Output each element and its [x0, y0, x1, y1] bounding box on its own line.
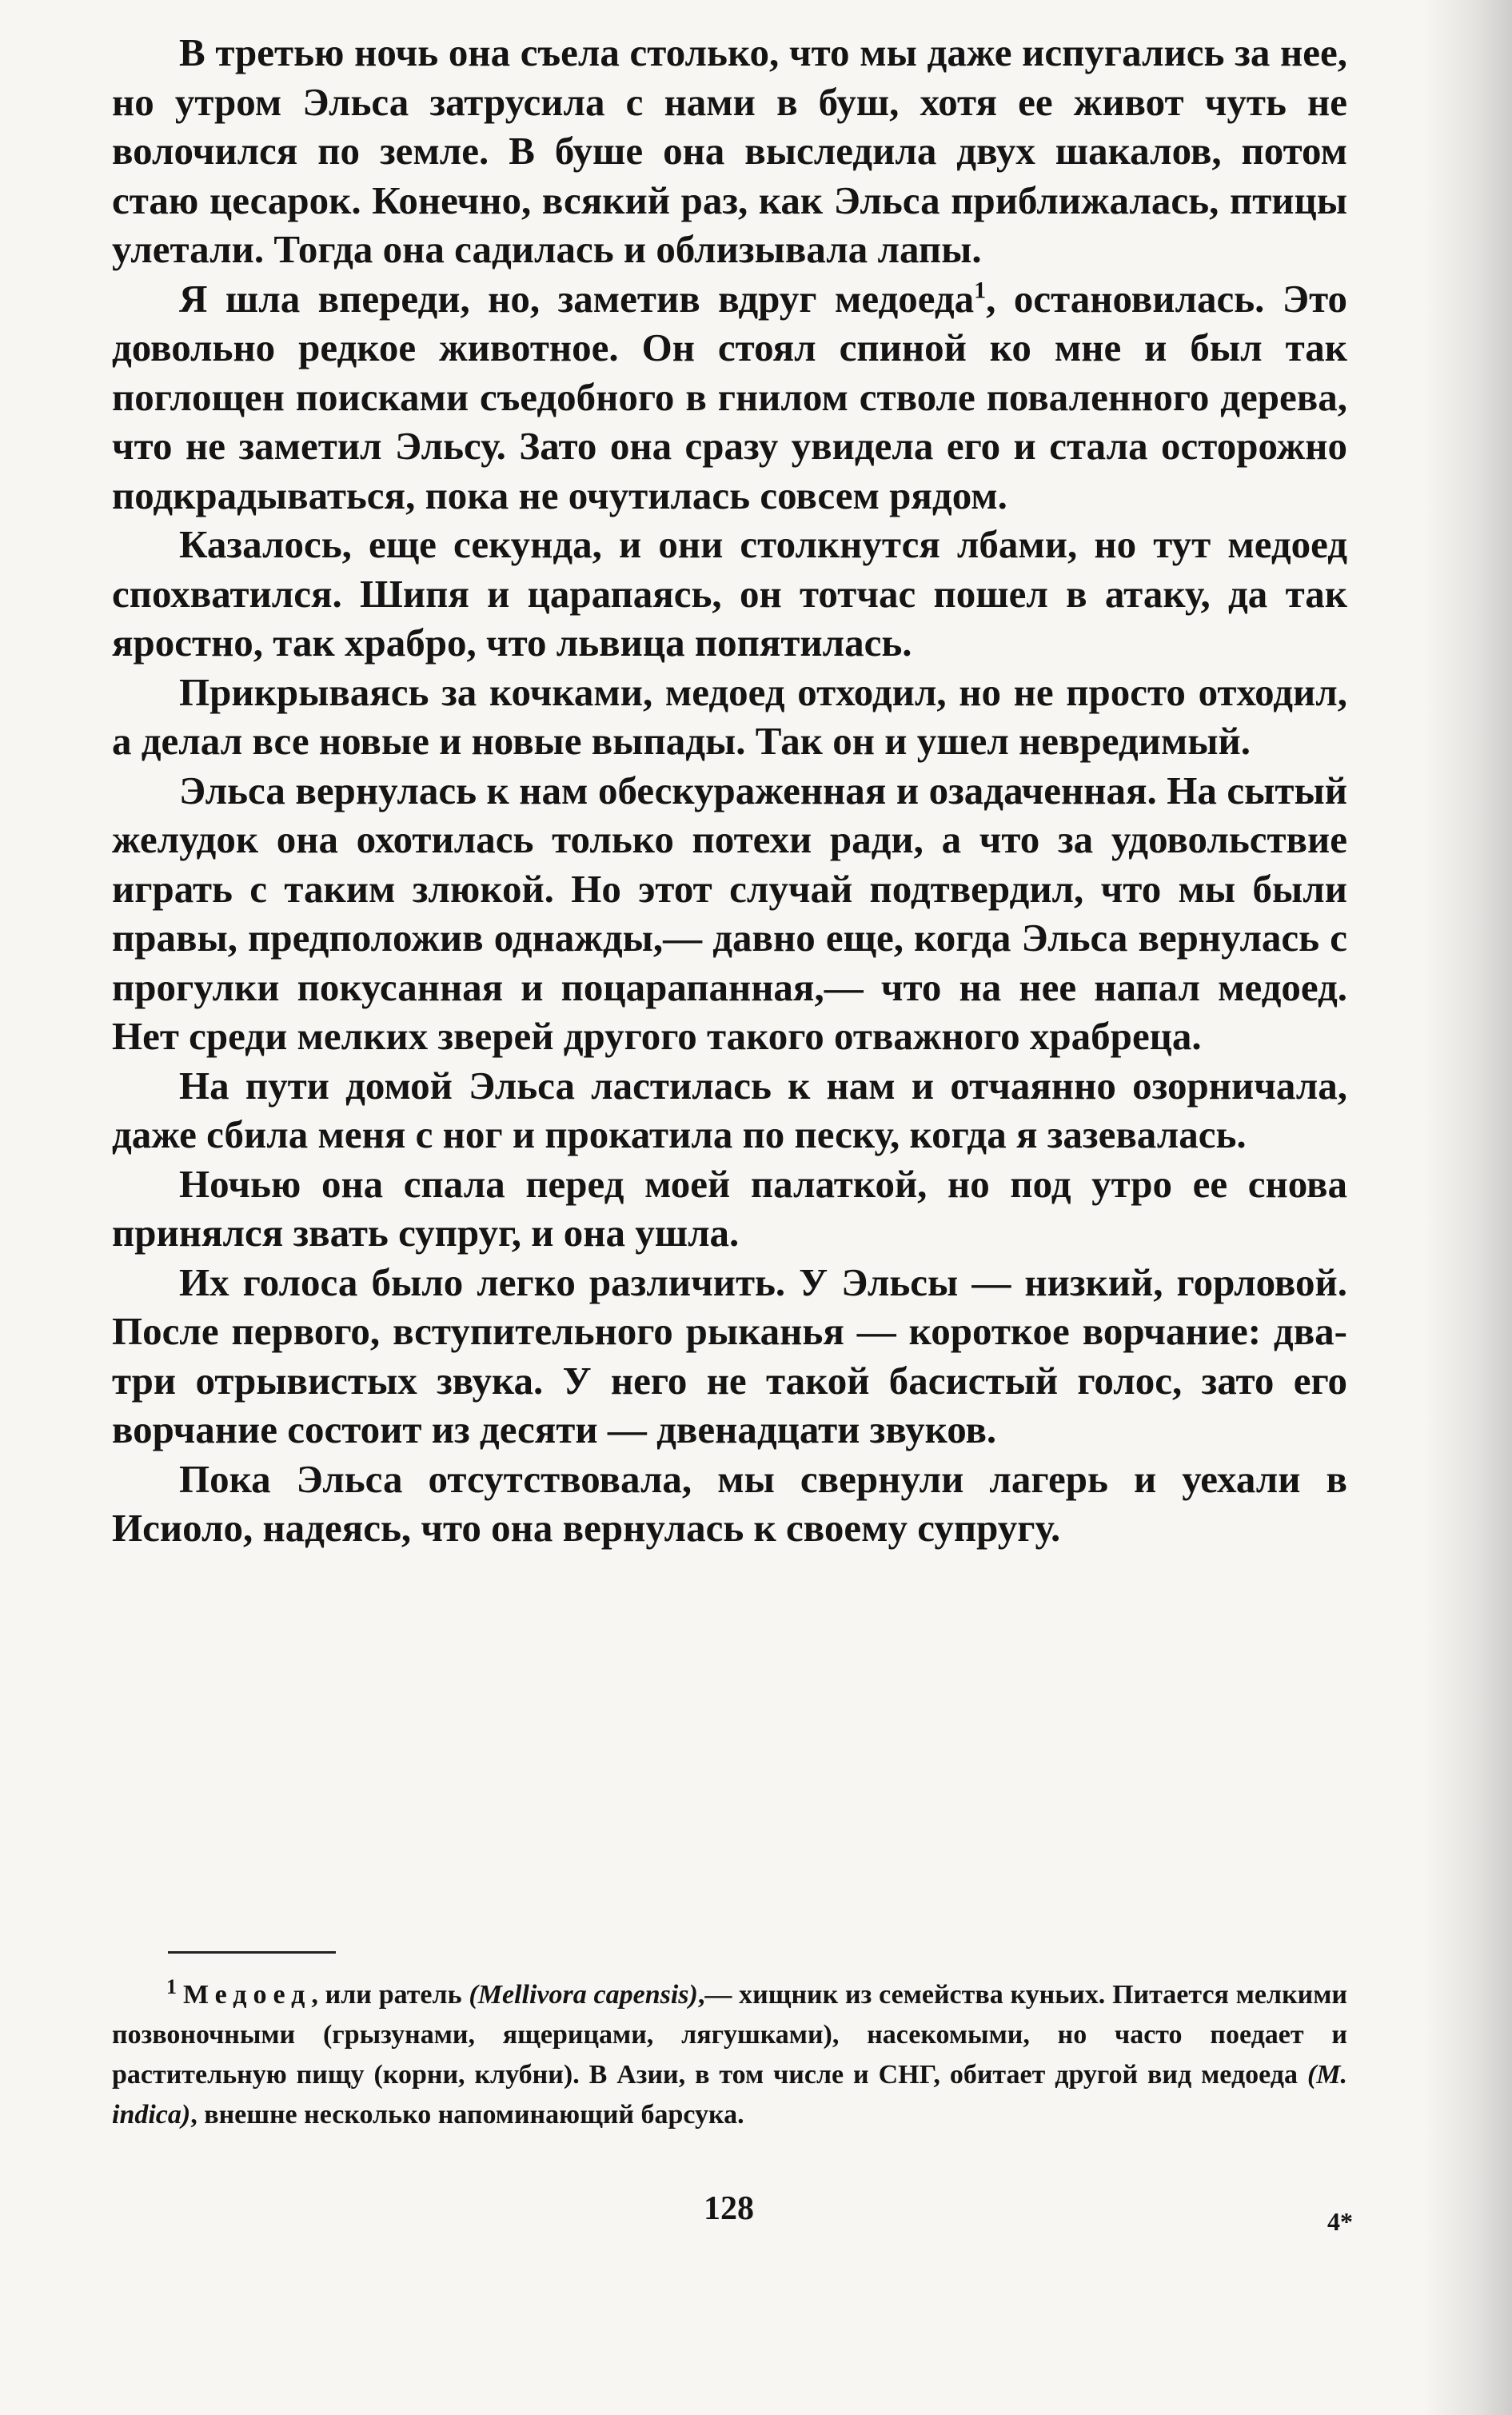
footnote-text	[112, 1975, 1347, 2135]
paragraph: Эльса вернулась к нам обескураженная и озадаченная. На сытый желудок она охотилась только потехи ради, а что за удовольствие играть с таким злюкой. Но этот случай подтвердил, что мы были правы, предположив однажды,— давно еще, когда Эльса вернулась с прогулки покусанная и поцарапанная,— что на нее напал медоед. Нет среди мелких зверей другого такого отважного храбреца.	[112, 768, 1347, 1058]
footnote-divider	[168, 1951, 336, 1954]
footnote-part: ,— хищник из семейства куньих. Питается мелкими позвоночными (грызунами, ящерицами, лягушками), насекомыми, но часто поедает и растительную пищу (корни, клубни). В Азии, в том числе и СНГ, обитает другой вид медоеда	[112, 1980, 1347, 2090]
footnote-term: Медоед	[183, 1980, 312, 2010]
paragraph: Прикрываясь за кочками, медоед отходил, но не просто отходил, а делал все новые и новые выпады. Так он и ушел невредимый.	[112, 669, 1347, 763]
footnote-part: , или ратель	[311, 1980, 469, 2010]
page-edge-shadow	[1424, 0, 1512, 2415]
latin-name: (Mellivora capensis)	[469, 1980, 698, 2010]
paragraph: Пока Эльса отсутствовала, мы свернули лагерь и уехали в Исиоло, надеясь, что она вернулась к своему супругу.	[112, 1456, 1347, 1550]
footnote-number: 1	[166, 1974, 177, 1998]
page-number: 128	[704, 2190, 754, 2227]
paragraph: Ночью она спала перед моей палаткой, но под утро ее снова принялся звать супруг, и она ушла.	[112, 1161, 1347, 1255]
paragraph: Их голоса было легко различить. У Эльсы — низкий, горловой. После первого, вступительного рыканья — короткое ворчание: два-три отрывистых звука. У него не такой басистый голос, зато его ворчание состоит из десяти — двенадцати звуков.	[112, 1259, 1347, 1451]
footnote	[112, 1975, 1347, 2135]
paragraph: В третью ночь она съела столько, что мы даже испугались за нее, но утром Эльса затрусила с нами в буш, хотя ее живот чуть не волочился по земле. В буше она выследила двух шакалов, потом стаю цесарок. Конечно, всякий раз, как Эльса приближалась, птицы улетали. Тогда она садилась и облизывала лапы.	[112, 30, 1347, 271]
paragraph-text: Я шла впереди, но, заметив вдруг медоеда	[179, 276, 975, 321]
latin-name: (M. indica)	[112, 2060, 1347, 2130]
paragraph: Казалось, еще секунда, и они столкнутся лбами, но тут медоед спохватился. Шипя и царапаясь, он тотчас пошел в атаку, да так яростно, так храбро, что львица попятилась.	[112, 522, 1347, 665]
footnote-part: , внешне несколько напоминающий барсука.	[190, 2100, 744, 2130]
footnote-reference: 1	[974, 277, 987, 304]
signature-mark: 4*	[1327, 2207, 1353, 2236]
paragraph-text: , остановилась. Это довольно редкое животное. Он стоял спиной ко мне и был так поглощен поисками съедобного в гнилом стволе поваленного дерева, что не заметил Эльсу. Зато она сразу увидела его и стала осторожно подкрадываться, пока не очутилась совсем рядом.	[112, 276, 1347, 517]
paragraph	[112, 274, 1347, 521]
main-text	[112, 28, 1347, 1553]
paragraph: На пути домой Эльса ластилась к нам и отчаянно озорничала, даже сбила меня с ног и прокатила по песку, когда я зазевалась.	[112, 1063, 1347, 1156]
